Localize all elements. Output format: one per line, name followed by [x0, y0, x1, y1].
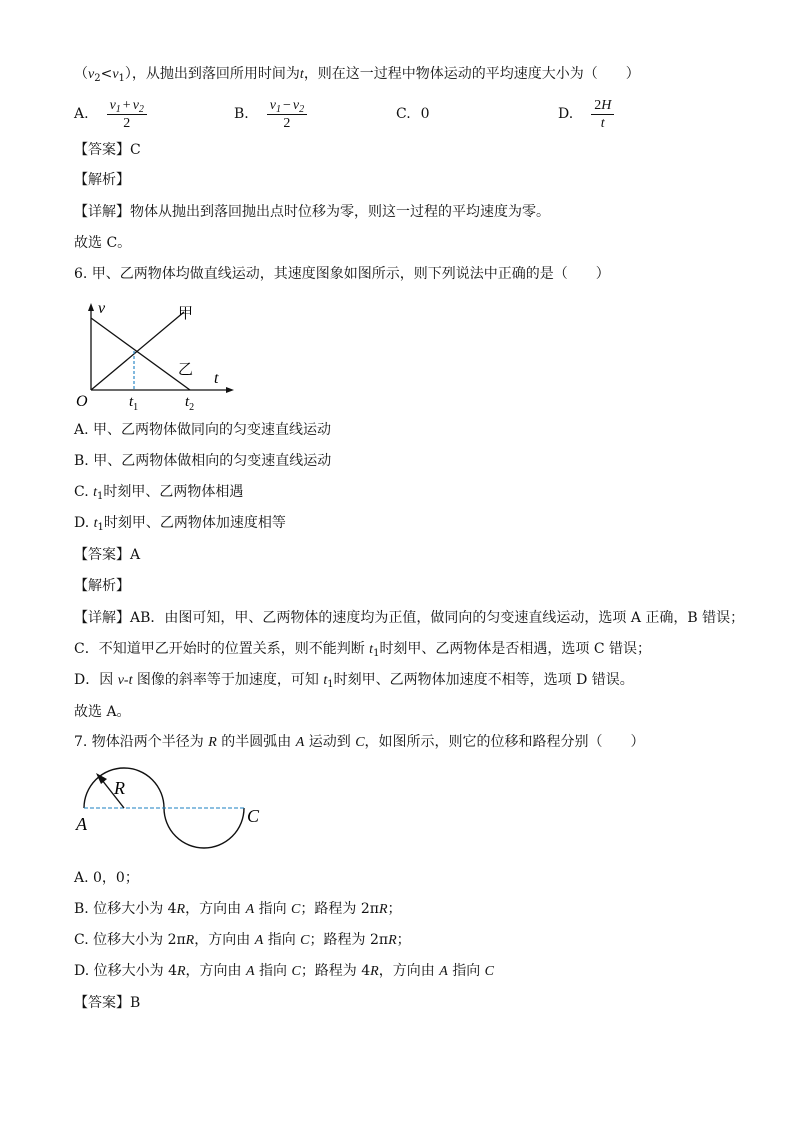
q6-detail-2: C．不知道甲乙开始时的位置关系，则不能判断 $t_1$时刻甲、乙两物体是否相遇，选项 C 错误； [74, 641, 652, 659]
line-yi [91, 318, 190, 390]
q6-option-c: C. $t_1$时刻甲、乙两物体相遇 [74, 484, 244, 502]
q5-option-b: B. $\frac{v_1 - v_2}{2}$ [234, 96, 307, 132]
q6-option-a: A. 甲、乙两物体做同向的匀变速直线运动 [74, 422, 332, 438]
fraction: $\frac{2H}{t}$ [591, 97, 614, 132]
label-C: C [247, 806, 260, 826]
q7-option-d: D. 位移大小为 4R，方向由 A 指向 C；路程为 4R，方向由 A 指向 C [74, 963, 494, 979]
lower-semicircle [164, 808, 244, 848]
q7-option-c: C. 位移大小为 2πR，方向由 A 指向 C；路程为 2πR； [74, 932, 411, 948]
q6-detail-3: D．因 v-t 图像的斜率等于加速度，可知 $t_1$时刻甲、乙两物体加速度不相等，选项 D 错误。 [74, 672, 634, 690]
q6-detail-1: 【详解】AB．由图可知，甲、乙两物体的速度均为正值，做同向的匀变速直线运动，选项 A 正确，B 错误； [74, 610, 745, 626]
label-yi: 乙 [178, 362, 194, 378]
q7-stem: 7. 物体沿两个半径为 R 的半圆弧由 A 运动到 C，如图所示，则它的位移和路程分别（ ） [74, 734, 645, 750]
origin-label: O [76, 393, 88, 410]
tick-t1: $t_1$ [129, 394, 139, 413]
q5-option-a: A. $\frac{v_1 + v_2}{2}$ [74, 96, 147, 132]
v-axis-label: v [98, 300, 106, 317]
tick-t2: $t_2$ [185, 394, 195, 413]
q5-option-c: C. 0 [396, 106, 430, 122]
t-axis-label: t [214, 370, 219, 387]
v-axis-arrow [88, 303, 94, 311]
q6-analysis-tag: 【解析】 [74, 578, 130, 594]
q5-answer: 【答案】C [74, 142, 141, 158]
label-A: A [76, 814, 87, 834]
q5-detail: 【详解】物体从抛出到落回抛出点时位移为零，则这一过程的平均速度为零。 [74, 204, 550, 220]
q7-option-a: A. 0，0； [74, 870, 139, 886]
q6-conclusion: 故选 A。 [74, 704, 131, 720]
line-jia [91, 312, 184, 390]
velocity-time-graph [72, 292, 242, 414]
q6-stem: 6. 甲、乙两物体均做直线运动，其速度图象如图所示，则下列说法中正确的是（ ） [74, 266, 610, 282]
q5-stem: $(v_2<v_1)$，从抛出到落回所用时间为t，则在这一过程中物体运动的平均速度大小为（ ） [74, 66, 640, 84]
label-jia: 甲 [178, 306, 194, 322]
q5-analysis-tag: 【解析】 [74, 172, 130, 188]
fraction: $\frac{v_1 + v_2}{2}$ [107, 97, 147, 132]
q6-option-d: D. $t_1$时刻甲、乙两物体加速度相等 [74, 515, 286, 533]
fraction: $\frac{v_1 - v_2}{2}$ [267, 97, 307, 132]
label-R: R [114, 778, 125, 798]
semicircle-path-diagram [72, 760, 272, 860]
q5-option-d: D. $\frac{2H}{t}$ [558, 96, 614, 132]
t-axis-arrow [226, 387, 234, 393]
q6-answer: 【答案】A [74, 547, 141, 563]
q7-option-b: B. 位移大小为 4R，方向由 A 指向 C；路程为 2πR； [74, 901, 402, 917]
q5-conclusion: 故选 C。 [74, 235, 132, 251]
q6-option-b: B. 甲、乙两物体做相向的匀变速直线运动 [74, 453, 332, 469]
q7-answer: 【答案】B [74, 995, 141, 1011]
